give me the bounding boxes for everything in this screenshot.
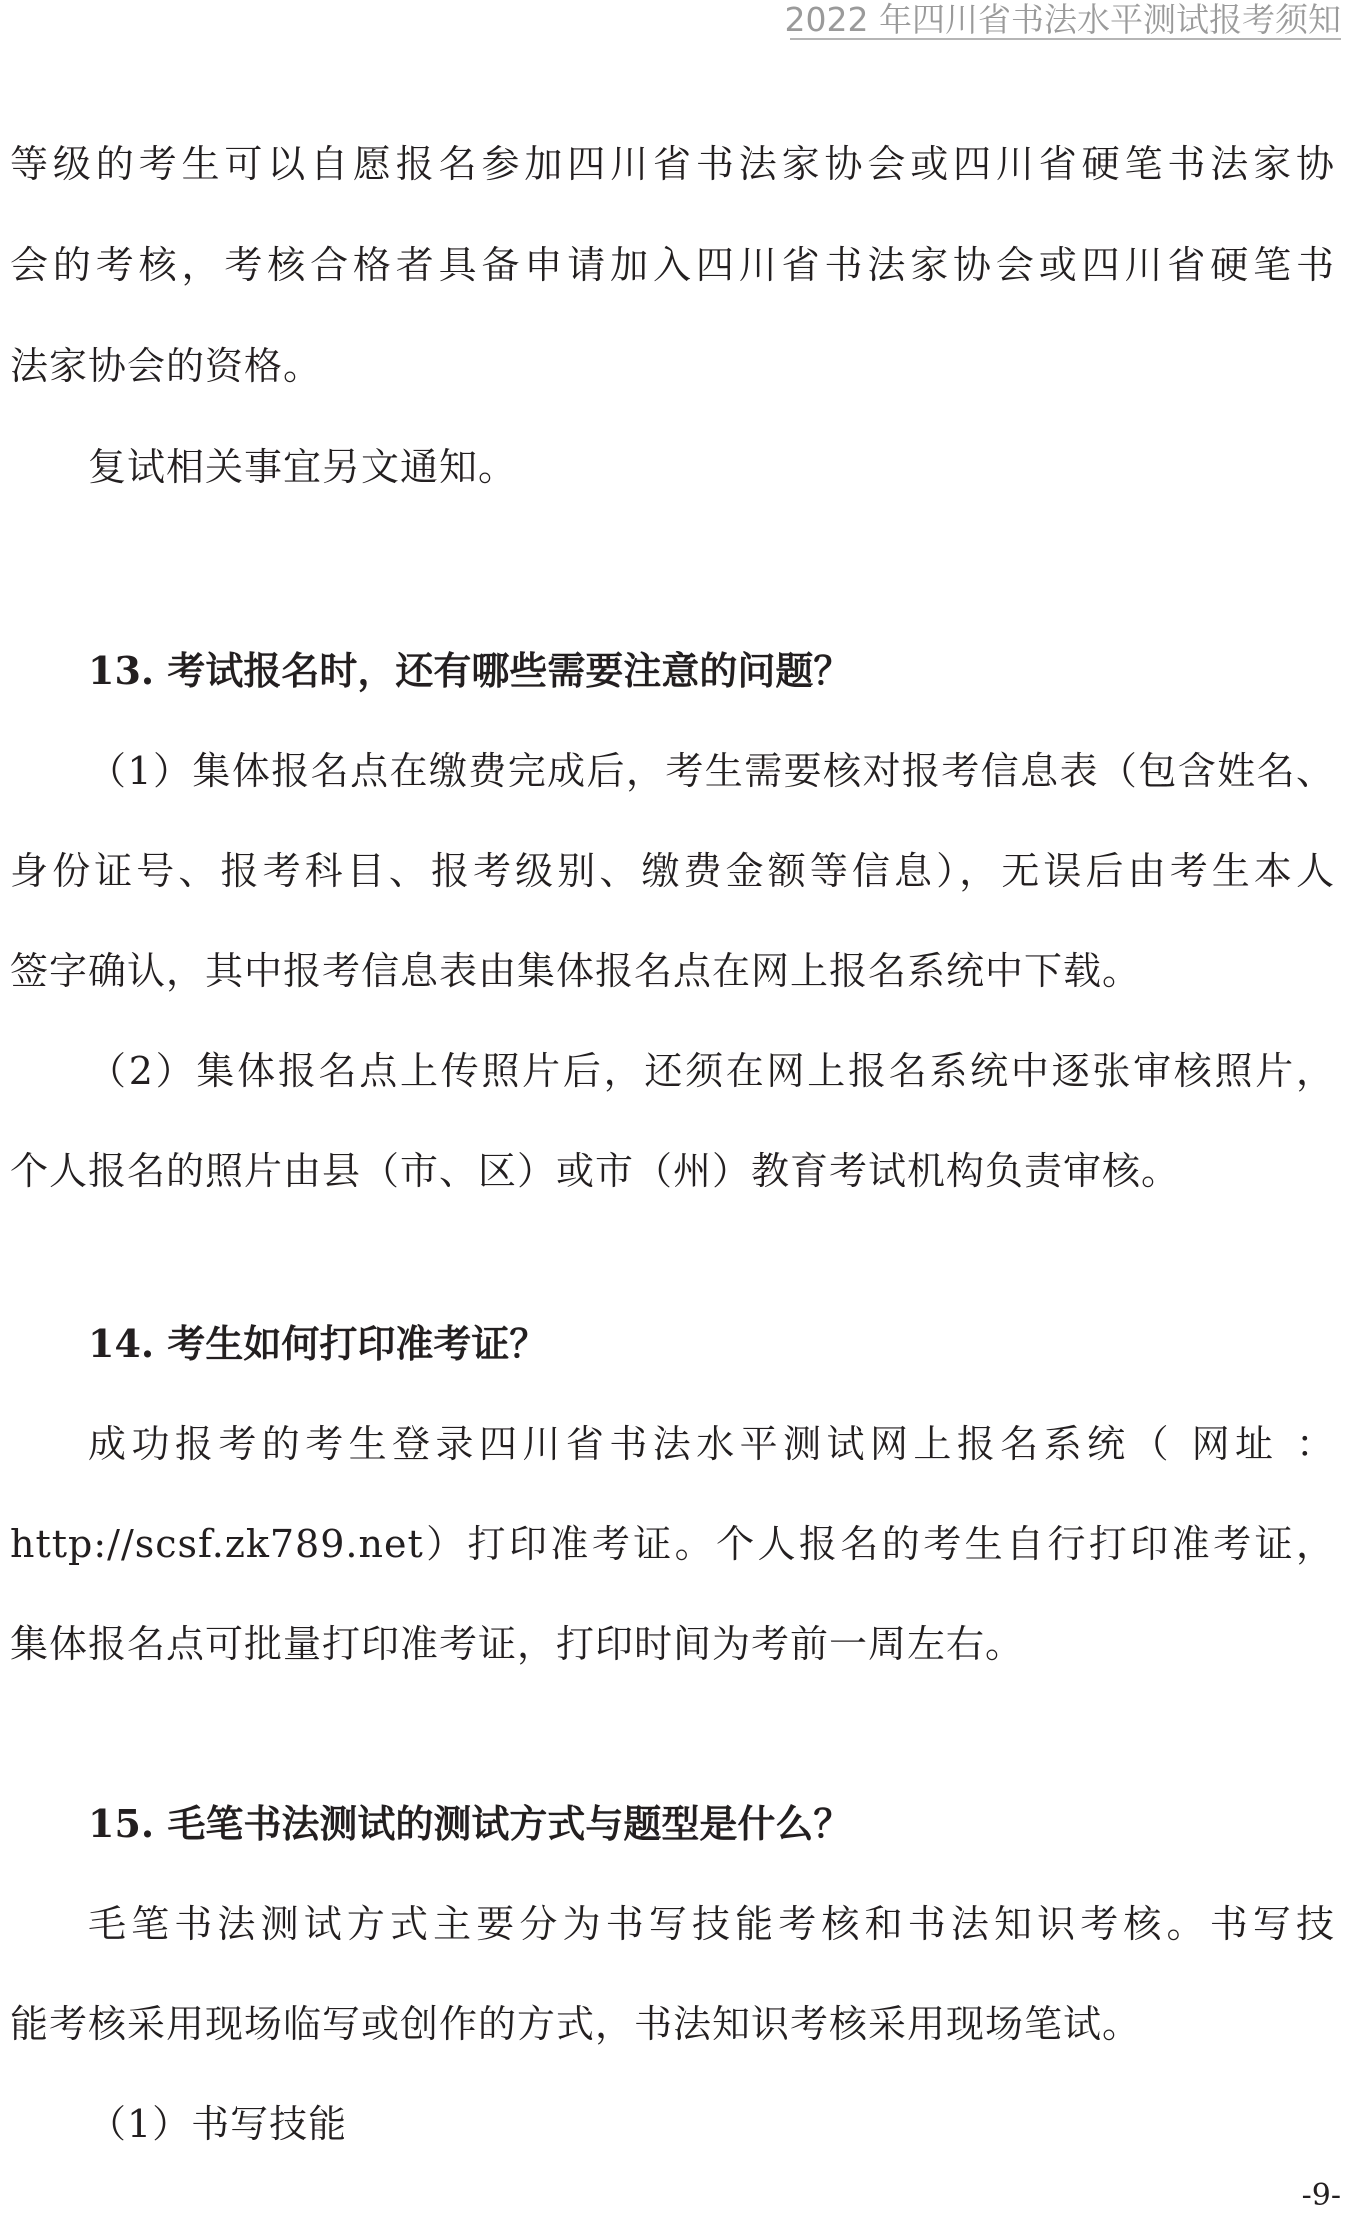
paragraph-line: 毛笔书法测试方式主要分为书写技能考核和书法知识考核。书写技 xyxy=(88,1902,1335,1946)
section-heading-14: 14. 考生如何打印准考证？ xyxy=(88,1321,548,1366)
paragraph-line: 等级的考生可以自愿报名参加四川省书法家协会或四川省硬笔书法家协 xyxy=(10,142,1335,186)
paragraph-line: 能考核采用现场临写或创作的方式，书法知识考核采用现场笔试。 xyxy=(10,2002,1142,2046)
running-header: 2022 年四川省书法水平测试报考须知 xyxy=(784,0,1341,39)
paragraph-line: 身份证号、报考科目、报考级别、缴费金额等信息），无误后由考生本人 xyxy=(10,849,1335,893)
paragraph-line: 会的考核，考核合格者具备申请加入四川省书法家协会或四川省硬笔书 xyxy=(10,243,1335,287)
section-heading-15: 15. 毛笔书法测试的测试方式与题型是什么？ xyxy=(88,1801,852,1846)
header-rule xyxy=(790,38,1341,40)
paragraph-line: 签字确认，其中报考信息表由集体报名点在网上报名系统中下载。 xyxy=(10,949,1142,993)
section-heading-13: 13. 考试报名时，还有哪些需要注意的问题？ xyxy=(88,648,852,693)
paragraph-line: http://scsf.zk789.net）打印准考证。个人报名的考生自行打印准考证， xyxy=(10,1522,1335,1566)
paragraph-line: （1）书写技能 xyxy=(88,2102,348,2146)
paragraph-line: （2）集体报名点上传照片后，还须在网上报名系统中逐张审核照片， xyxy=(88,1049,1335,1093)
paragraph-line: 成功报考的考生登录四川省书法水平测试网上报名系统（ 网址 ： xyxy=(88,1422,1335,1466)
paragraph-line: 集体报名点可批量打印准考证，打印时间为考前一周左右。 xyxy=(10,1622,1025,1666)
paragraph-line: 法家协会的资格。 xyxy=(10,344,323,388)
paragraph-line: 复试相关事宜另文通知。 xyxy=(88,445,518,489)
paragraph-line: （1）集体报名点在缴费完成后，考生需要核对报考信息表（包含姓名、 xyxy=(88,749,1335,793)
paragraph-line: 个人报名的照片由县（市、区）或市（州）教育考试机构负责审核。 xyxy=(10,1149,1181,1193)
page-number: -9- xyxy=(1301,2178,1341,2213)
